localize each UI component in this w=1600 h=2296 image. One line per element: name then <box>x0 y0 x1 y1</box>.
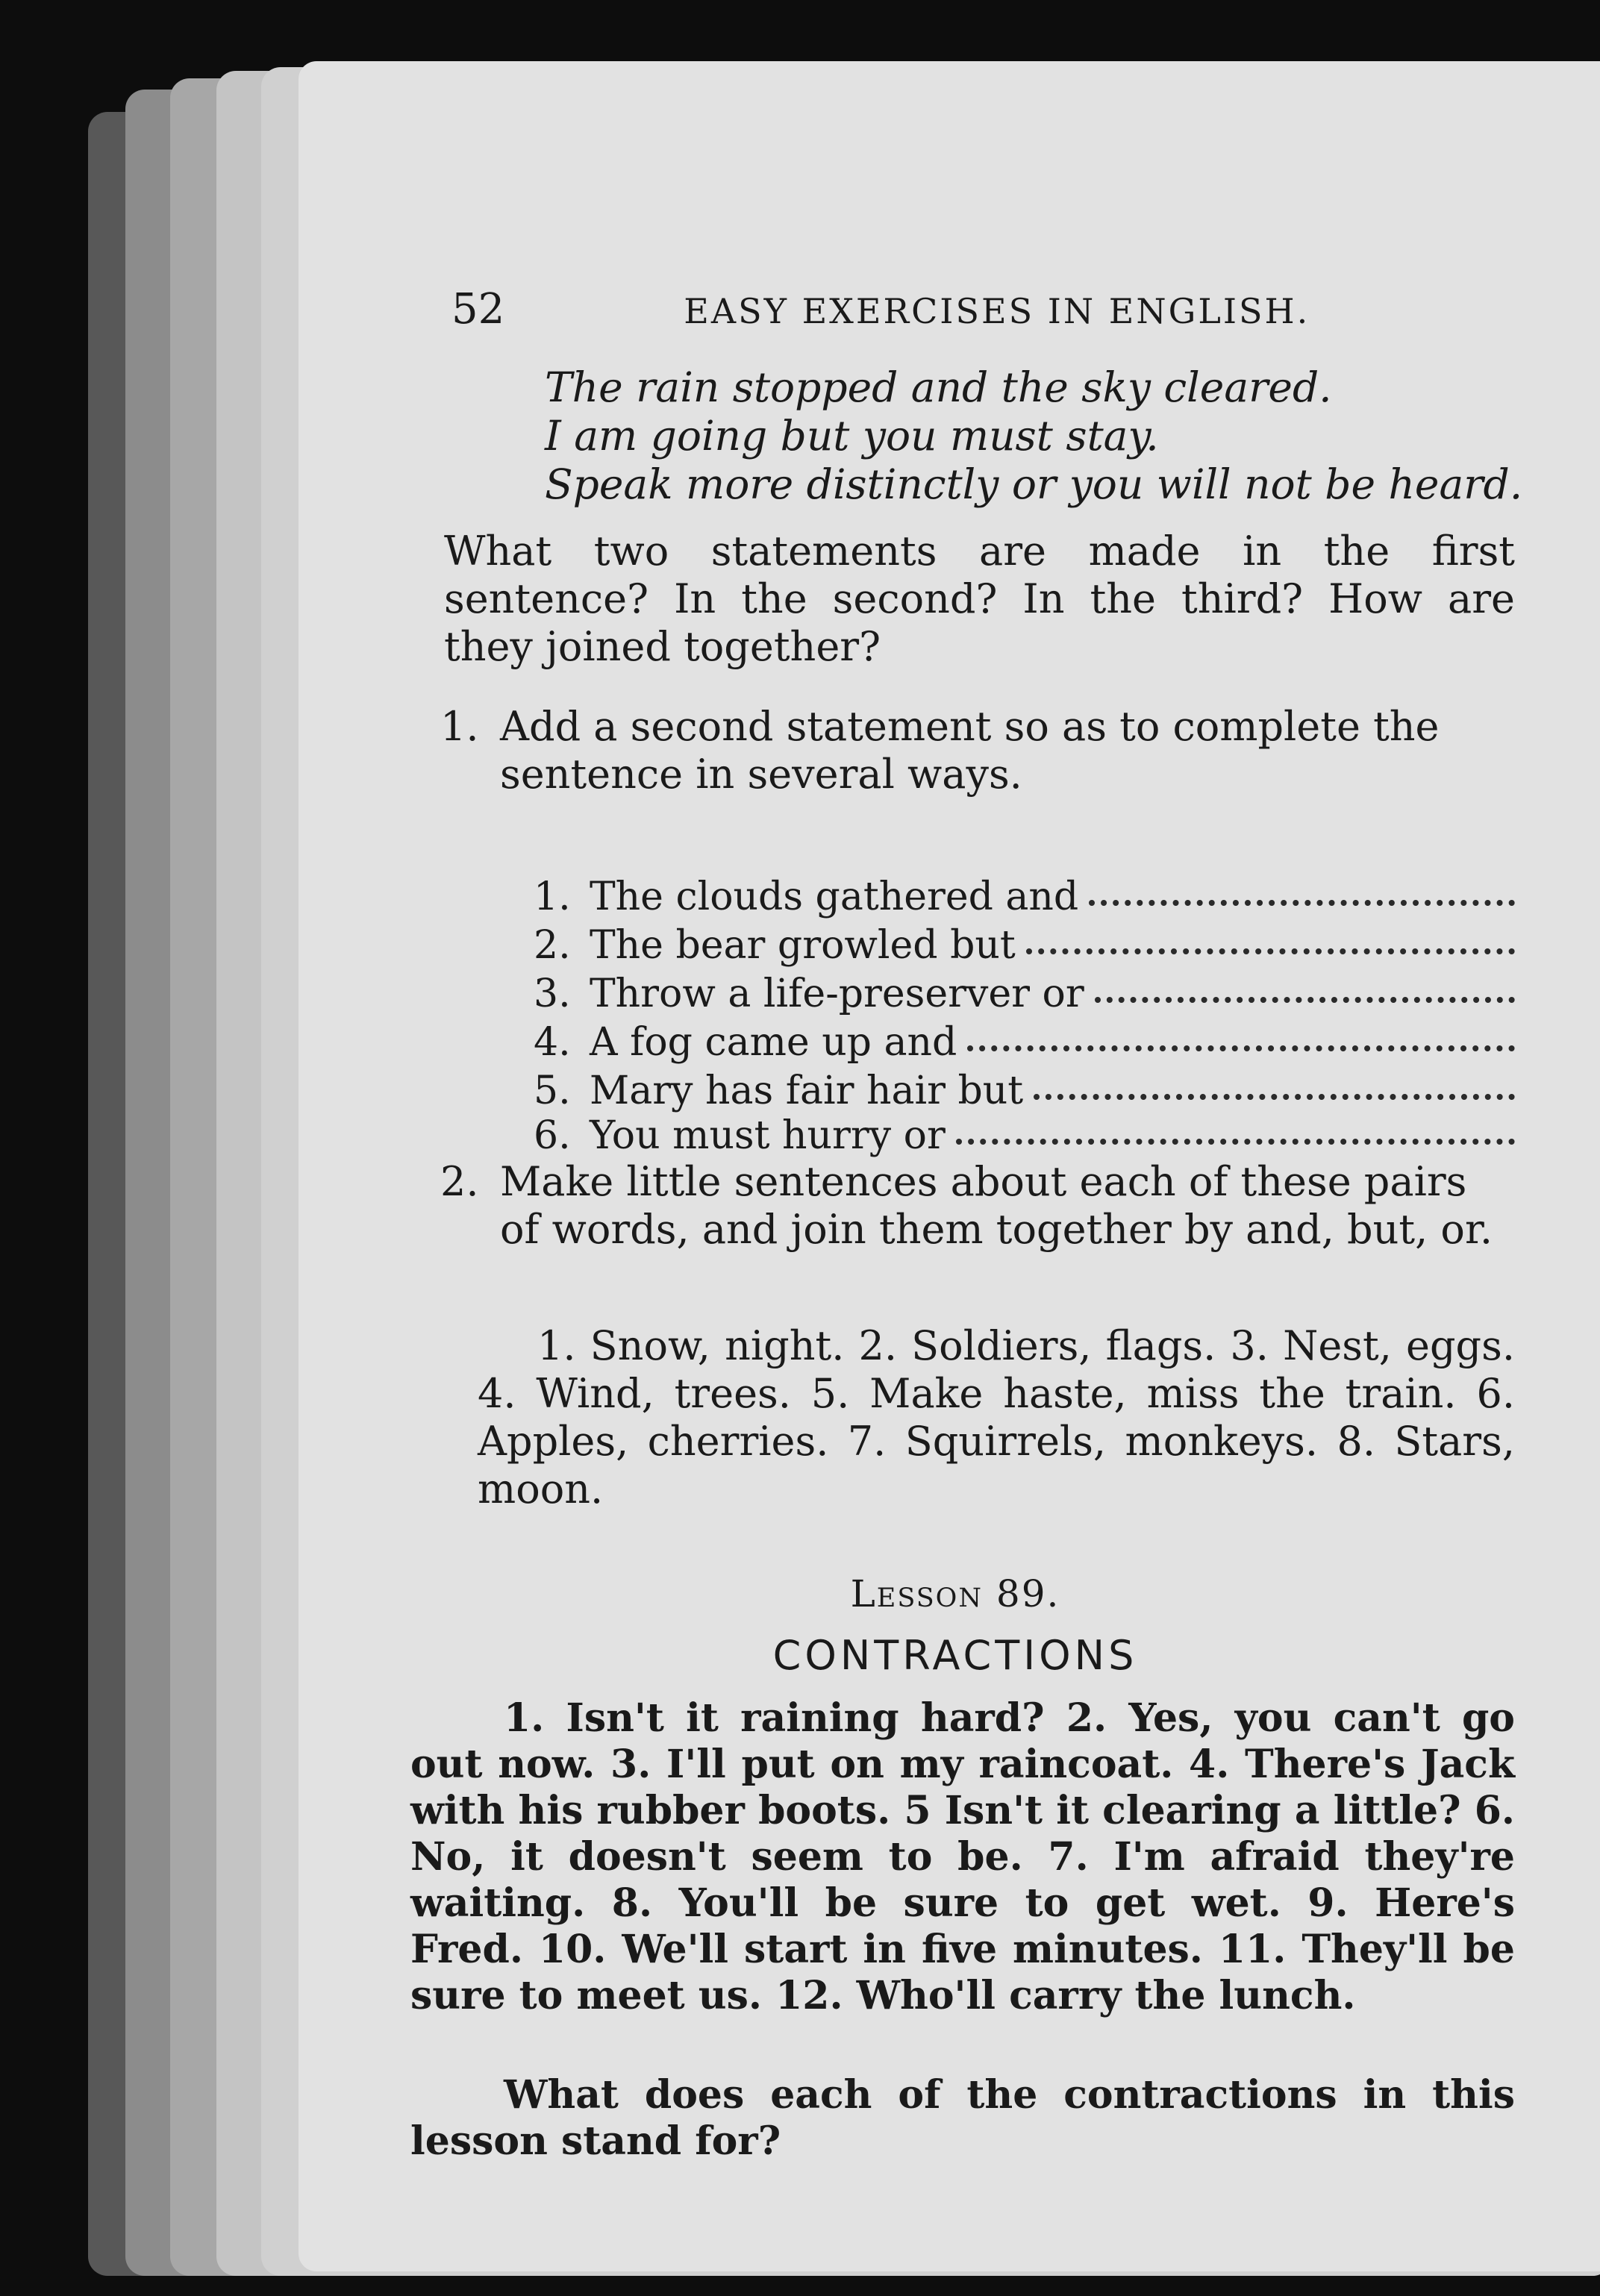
page-number: 52 <box>451 285 505 334</box>
item-number: 1. <box>534 875 571 919</box>
dotted-leader <box>1089 875 1515 906</box>
item-text: The clouds gathered and <box>590 875 1079 919</box>
dotted-leader <box>967 1020 1515 1051</box>
example-sentence: I am going but you must stay. <box>545 412 1159 460</box>
dotted-leader <box>1026 923 1515 954</box>
exercise-item <box>534 875 1515 919</box>
exercise-number: 2. <box>440 1158 479 1205</box>
item-text: A fog came up and <box>590 1020 957 1065</box>
question-paragraph: What two statements are made in the first sentence? In the second? In the third? How are they joined together? <box>444 528 1515 670</box>
exercise-1-instruction <box>440 703 1519 798</box>
exercise-text: Add a second statement so as to complete the sentence in several ways. <box>500 703 1440 798</box>
item-number: 4. <box>534 1020 571 1065</box>
item-number: 5. <box>534 1069 571 1113</box>
example-sentence: The rain stopped and the sky cleared. <box>545 363 1332 411</box>
exercise-number: 1. <box>440 703 479 750</box>
dotted-leader <box>956 1113 1515 1145</box>
item-text: You must hurry or <box>590 1113 946 1158</box>
word-pairs: 1. Snow, night. 2. Soldiers, flags. 3. Nest, eggs. 4. Wind, trees. 5. Make haste, miss the train. 6. Apples, cherries. 7. Squirrels, monkeys. 8. Stars, moon. <box>478 1322 1515 1513</box>
lesson-text: 1. Isn't it raining hard? 2. Yes, you can't go out now. 3. I'll put on my raincoat. 4. There's Jack with his rubber boots. 5 Isn't it clearing a little? 6. No, it doesn't seem to be. 7. I'm afraid they're waiting. 8. You'll be sure to get wet. 9. Here's Fred. 10. We'll start in five minutes. 11. They'll be sure to meet us. 12. Who'll carry the lunch. <box>410 1695 1515 2018</box>
item-text: Throw a life-preserver or <box>590 972 1084 1016</box>
lesson-number: Lesson 89. <box>850 1572 1060 1615</box>
exercise-item <box>534 1069 1515 1113</box>
dotted-leader <box>1034 1069 1515 1100</box>
example-sentence: Speak more distinctly or you will not be heard. <box>545 460 1523 508</box>
exercise-2-instruction <box>440 1158 1519 1254</box>
item-number: 6. <box>534 1113 571 1158</box>
lesson-title: CONTRACTIONS <box>772 1632 1138 1679</box>
exercise-item <box>534 1113 1515 1158</box>
exercise-item <box>534 923 1515 968</box>
lesson-question: What does each of the contractions in this lesson stand for? <box>410 2072 1515 2164</box>
item-text: Mary has fair hair but <box>590 1069 1024 1113</box>
page-header <box>451 285 1310 334</box>
exercise-item <box>534 972 1515 1016</box>
item-number: 3. <box>534 972 571 1016</box>
running-title: EASY EXERCISES IN ENGLISH. <box>684 291 1310 331</box>
item-number: 2. <box>534 923 571 968</box>
dotted-leader <box>1095 972 1515 1003</box>
item-text: The bear growled but <box>590 923 1016 968</box>
exercise-item <box>534 1020 1515 1065</box>
exercise-text: Make little sentences about each of these pairs of words, and join them together by and, but, or. <box>500 1158 1493 1253</box>
book-page <box>299 61 1600 2271</box>
